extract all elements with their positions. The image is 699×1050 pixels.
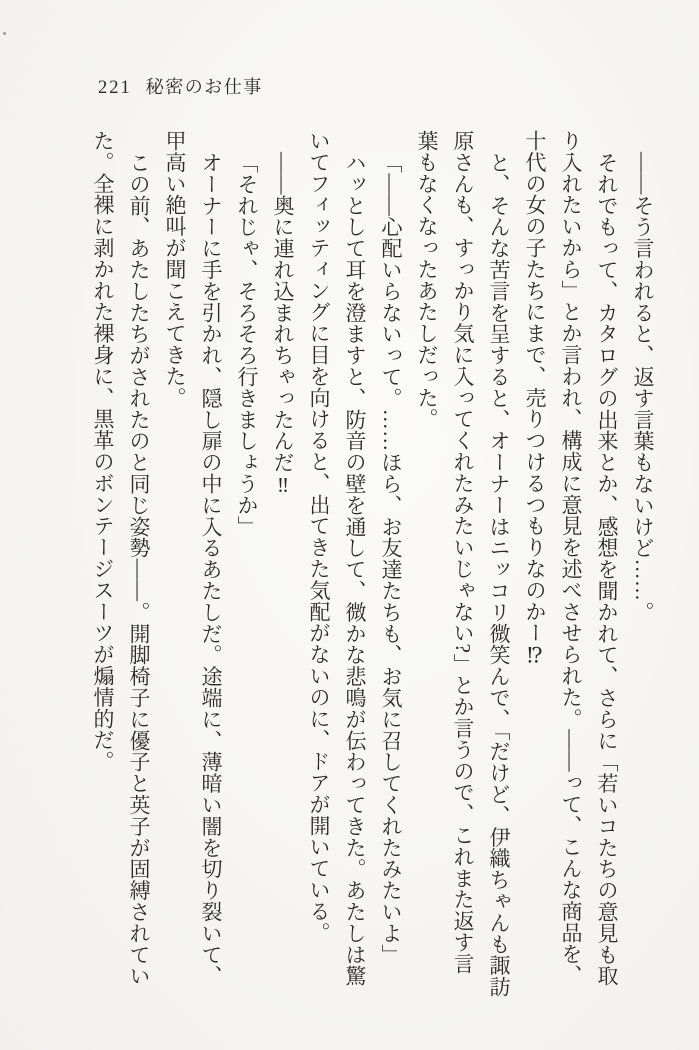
text-line: 「それじゃ、そろそろ行きましょうか」 (235, 152, 259, 538)
chapter-title: 秘密のお仕事 (145, 77, 263, 97)
text-line: 十代の女の子たちにまで、売りつけるつもりなのかー⁉ (523, 130, 547, 668)
text-line: 葉もなくなったあたしだった。 (415, 130, 439, 430)
text-line: と、そんな苦言を呈すると、オーナーはニッコリ微笑んで、「だけど、伊織ちゃんも諏訪 (487, 152, 511, 998)
text-line: いてフィッティングに目を向けると、出てきた気配がないのに、ドアが開いている。 (307, 130, 331, 944)
text-line: 甲高い絶叫が聞こえてきた。 (163, 130, 187, 409)
page-number: 221 (98, 78, 132, 98)
body-text (85, 130, 661, 1030)
text-line: ――奥に連れ込まれちゃったんだ‼ (271, 152, 295, 498)
text-line: オーナーに手を引かれ、隠し扉の中に入るあたしだ。途端に、薄暗い闇を切り裂いて、 (199, 152, 223, 987)
text-line: り入れたいから」とか言われ、構成に意見を述べさせられた。――って、こんな商品を、 (559, 130, 583, 986)
text-line: それでもって、カタログの出来とか、感想を聞かれて、さらに「若いコたちの意見も取 (595, 152, 619, 987)
text-line: ――そう言われると、返す言葉もないけど……。 (631, 152, 655, 623)
running-head (98, 73, 263, 99)
text-line: た。全裸に剥かれた裸身に、黒革のボンテージスーツが煽情的だ。 (91, 130, 115, 772)
text-line: この前、あたしたちがされたのと同じ姿勢――。開脚椅子に優子と英子が固縛されてい (127, 152, 151, 987)
text-line: 原さんも、すっかり気に入ってくれたみたいじゃない?」とか言うので、これまた返す言 (451, 130, 475, 975)
text-line: 「――心配いらないって。……ほら、お友達たちも、お気に召してくれたみたいよ」 (379, 152, 403, 966)
scan-speck (3, 32, 6, 35)
text-line: ハッとして耳を澄ますと、防音の壁を通して、微かな悲鳴が伝わってきた。あたしは驚 (343, 152, 367, 987)
